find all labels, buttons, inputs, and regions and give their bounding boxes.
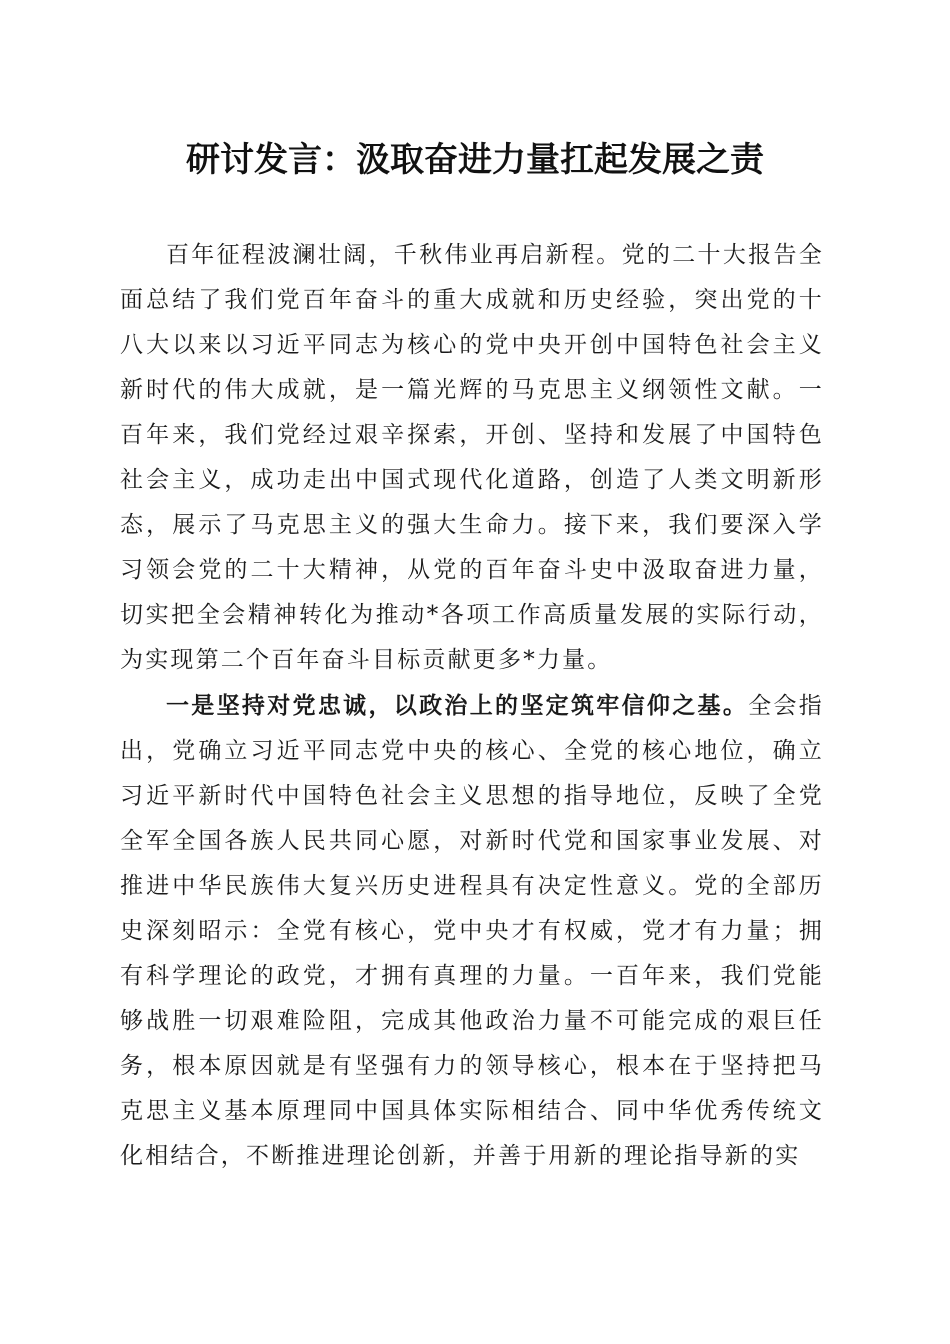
paragraph-lead: 一是坚持对党忠诚，以政治上的坚定筑牢信仰之基。 [166,692,749,719]
paragraph-point-one [120,683,824,1179]
paragraph-intro [120,232,824,683]
paragraph-text: 全会指出，党确立习近平同志党中央的核心、全党的核心地位，确立习近平新时代中国特色社会主义思想的指导地位，反映了全党全军全国各族人民共同心愿，对新时代党和国家事业发展、对推进中华民族伟大复兴历史进程具有决定性意义。党的全部历史深刻昭示：全党有核心，党中央才有权威，党才有力量；拥有科学理论的政党，才拥有真理的力量。一百年来，我们党能够战胜一切艰难险阻，完成其他政治力量不可能完成的艰巨任务，根本原因就是有坚强有力的领导核心，根本在于坚持把马克思主义基本原理同中国具体实际相结合、同中华优秀传统文化相结合，不断推进理论创新，并善于用新的理论指导新的实 [120,693,824,1169]
document-body [120,232,824,1179]
paragraph-text: 百年征程波澜壮阔，千秋伟业再启新程。党的二十大报告全面总结了我们党百年奋斗的重大成就和历史经验，突出党的十八大以来以习近平同志为核心的党中央开创中国特色社会主义新时代的伟大成就，是一篇光辉的马克思主义纲领性文献。一百年来，我们党经过艰辛探索，开创、坚持和发展了中国特色社会主义，成功走出中国式现代化道路，创造了人类文明新形态，展示了马克思主义的强大生命力。接下来，我们要深入学习领会党的二十大精神，从党的百年奋斗史中汲取奋进力量，切实把全会精神转化为推动*各项工作高质量发展的实际行动，为实现第二个百年奋斗目标贡献更多*力量。 [120,242,824,673]
document-title: 研讨发言：汲取奋进力量扛起发展之责 [186,140,764,180]
